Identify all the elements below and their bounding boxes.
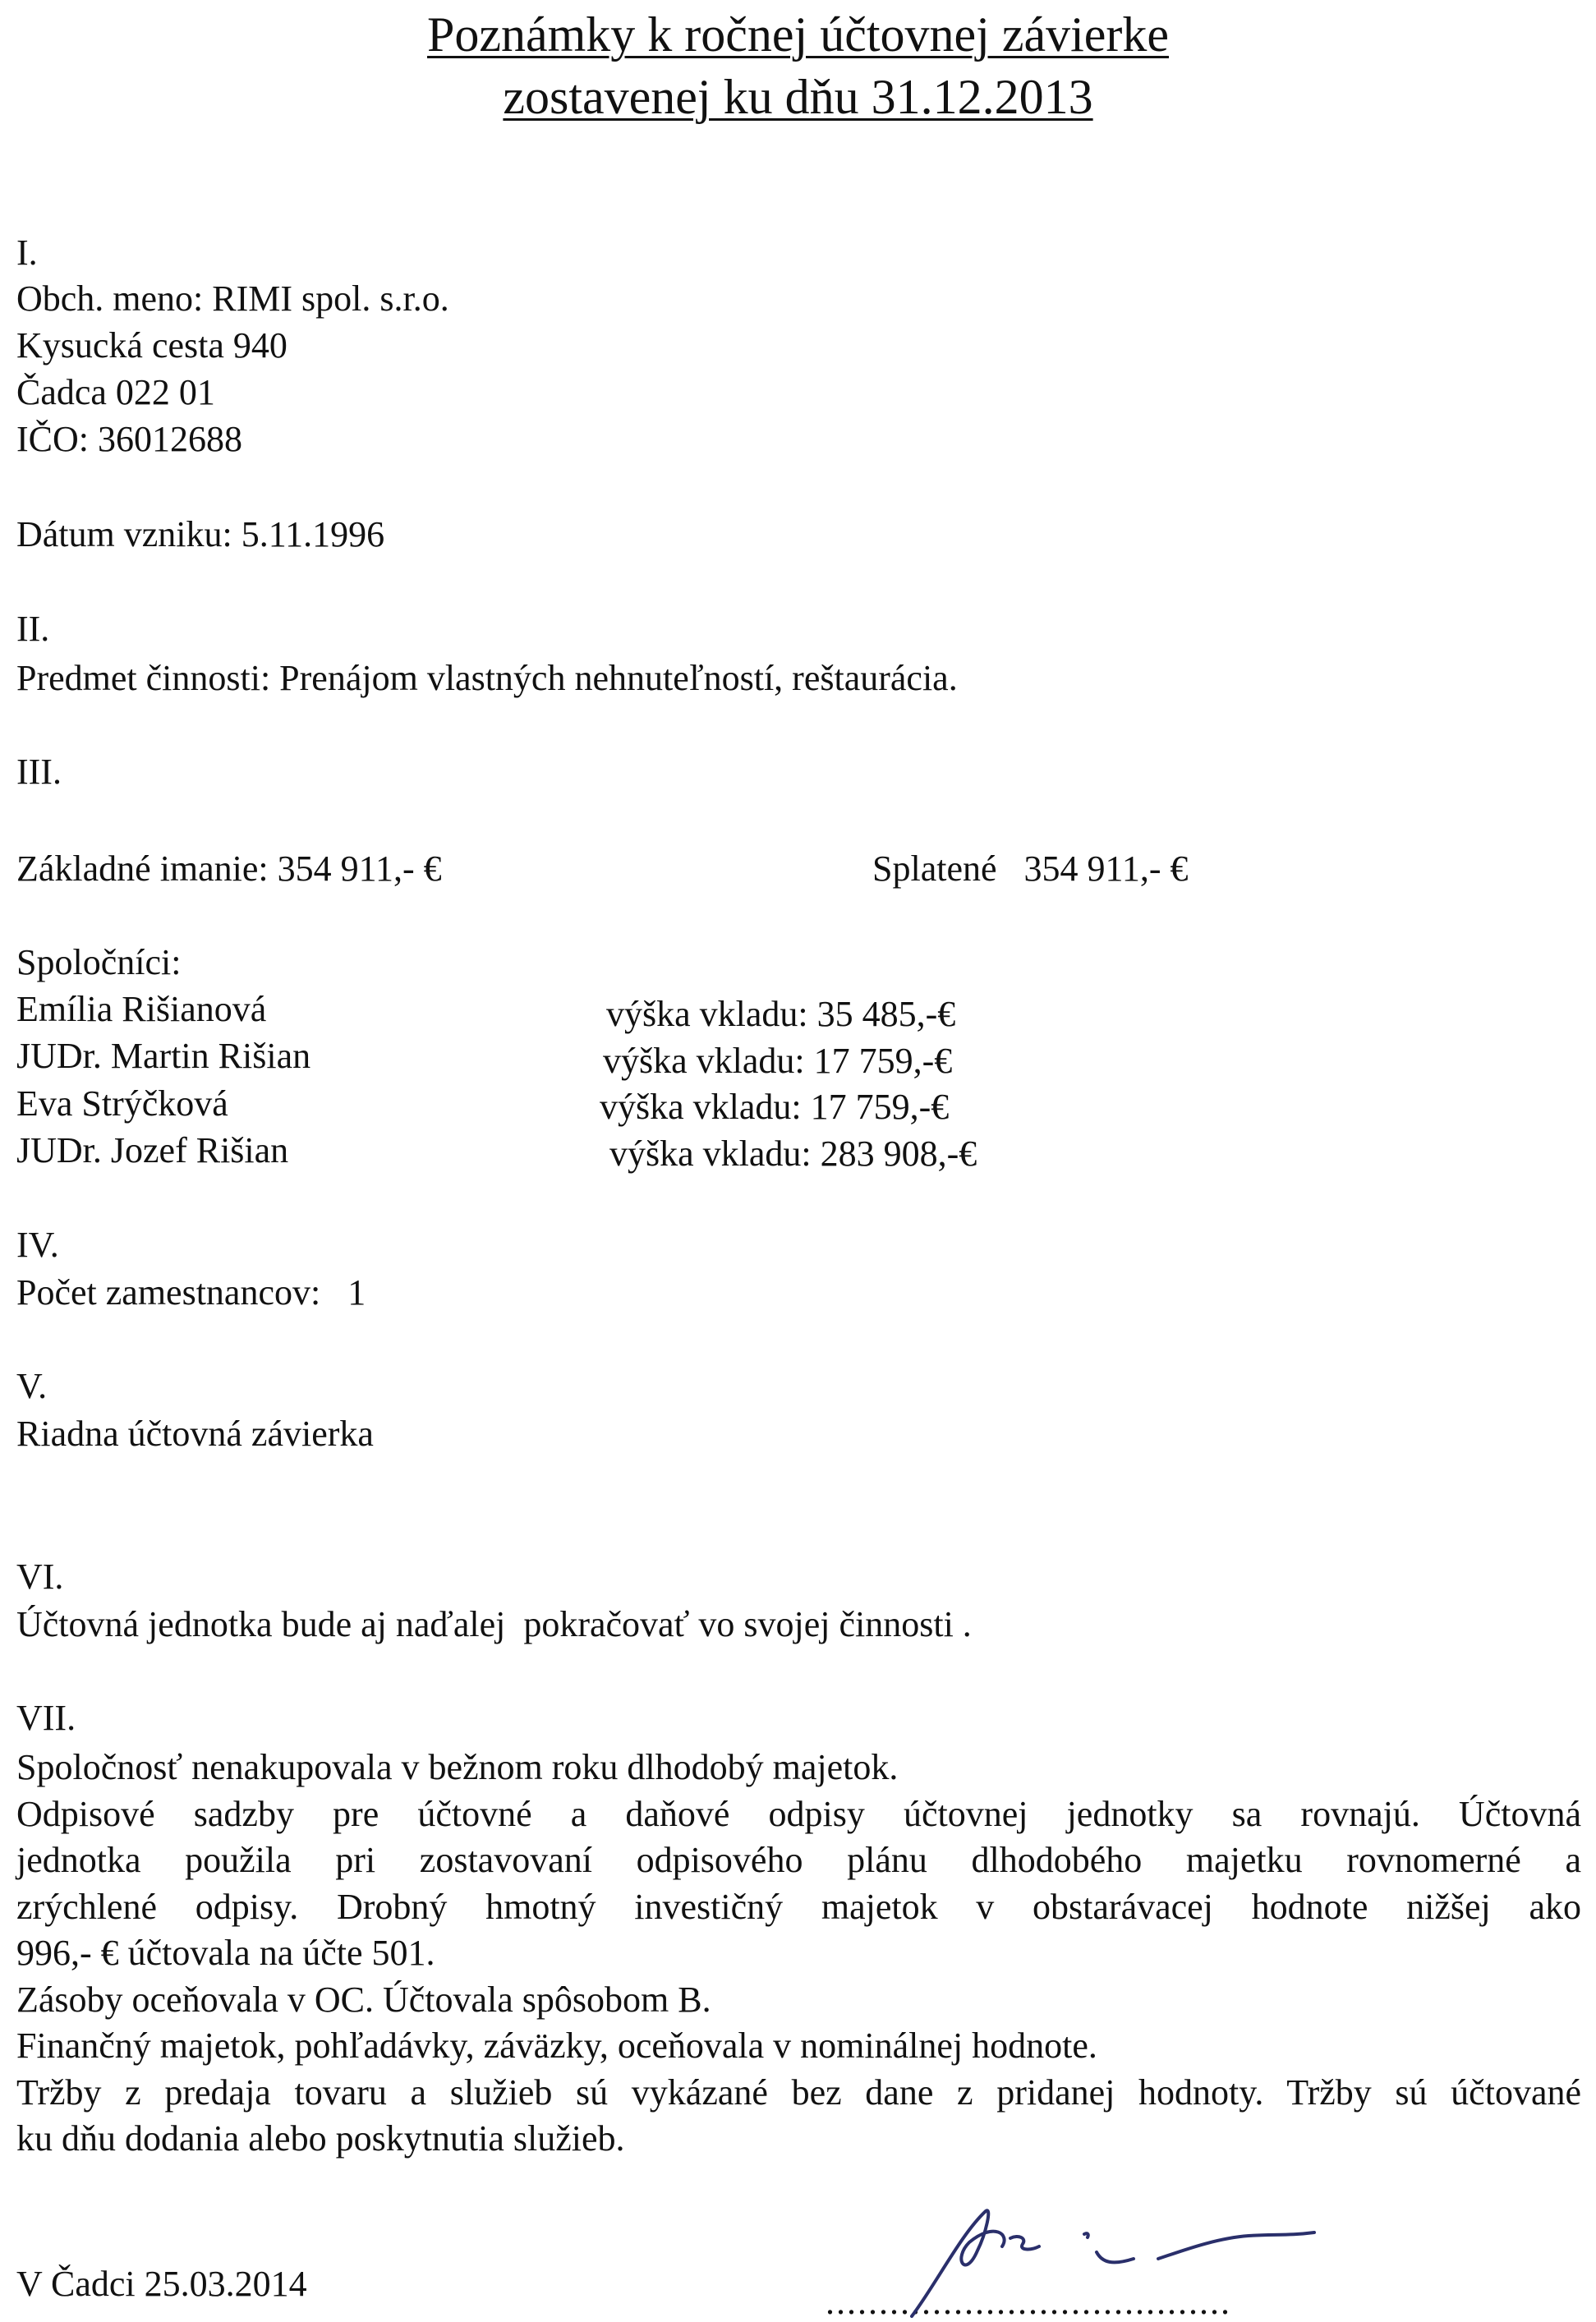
section-3-number: III. [16,752,62,792]
policy-line: 996,- € účtovala na účte 501. [16,1933,435,1973]
paid-capital: Splatené 354 911,- € [872,848,1189,889]
founding-date: Dátum vzniku: 5.11.1996 [16,514,385,554]
policy-line: Tržby z predaja tovaru a služieb sú vykázané bez dane z pridanej hodnoty. Tržby sú účtované [16,2071,1581,2113]
policy-line: Odpisové sadzby pre účtovné a daňové odpisy účtovnej jednotky sa rovnajú. Účtovná [16,1793,1581,1834]
section-2-number: II. [16,609,50,649]
company-name: Obch. meno: RIMI spol. s.r.o. [16,278,449,319]
partner-deposit: výška vkladu: 17 759,-€ [603,1041,953,1081]
policy-line: Spoločnosť nenakupovala v bežnom roku dlhodobý majetok. [16,1747,899,1787]
partner-name: Eva Strýčková [16,1083,228,1124]
place-and-date: V Čadci 25.03.2014 [16,2264,307,2304]
partners-label: Spoločníci: [16,942,182,982]
partner-deposit: výška vkladu: 35 485,-€ [606,994,956,1034]
section-4-number: IV. [16,1225,59,1265]
accounting-policies-paragraph [16,1745,1581,2163]
section-7-number: VII. [16,1698,76,1738]
policy-line: Zásoby oceňovala v OC. Účtovala spôsobom B. [16,1979,711,2020]
section-1-number: I. [16,232,38,273]
statement-type: Riadna účtovná závierka [16,1414,374,1454]
policy-line: zrýchlené odpisy. Drobný hmotný investičný majetok v obstarávacej hodnote nižšej ako [16,1886,1581,1927]
policy-line: ku dňu dodania alebo poskytnutia služieb. [16,2118,625,2159]
handwritten-signature [887,2201,1347,2321]
title-line-1: Poznámky k ročnej účtovnej závierke [427,7,1169,62]
signature-line: ...................................... [826,2282,1231,2322]
registered-capital: Základné imanie: 354 911,- € [16,848,442,889]
policy-line: Finančný majetok, pohľadávky, záväzky, oceňovala v nominálnej hodnote. [16,2025,1097,2066]
partner-deposit: výška vkladu: 283 908,-€ [609,1133,977,1174]
employee-count: Počet zamestnancov: 1 [16,1272,366,1313]
section-6-number: VI. [16,1556,64,1597]
company-city: Čadca 022 01 [16,372,215,412]
business-activity: Predmet činnosti: Prenájom vlastných nehnuteľností, reštaurácia. [16,658,958,698]
company-ico: IČO: 36012688 [16,419,242,459]
section-5-number: V. [16,1366,48,1406]
going-concern-statement: Účtovná jednotka bude aj naďalej pokračovať vo svojej činnosti . [16,1604,972,1644]
partner-deposit: výška vkladu: 17 759,-€ [600,1087,950,1127]
partner-name: JUDr. Martin Rišian [16,1036,311,1076]
partner-name: Emília Rišianová [16,989,267,1029]
partner-name: JUDr. Jozef Rišian [16,1130,289,1170]
title-line-2: zostavenej ku dňu 31.12.2013 [503,70,1093,124]
policy-line: jednotka použila pri zostavovaní odpisového plánu dlhodobého majetku rovnomerné a [16,1840,1581,1880]
company-street: Kysucká cesta 940 [16,325,287,366]
